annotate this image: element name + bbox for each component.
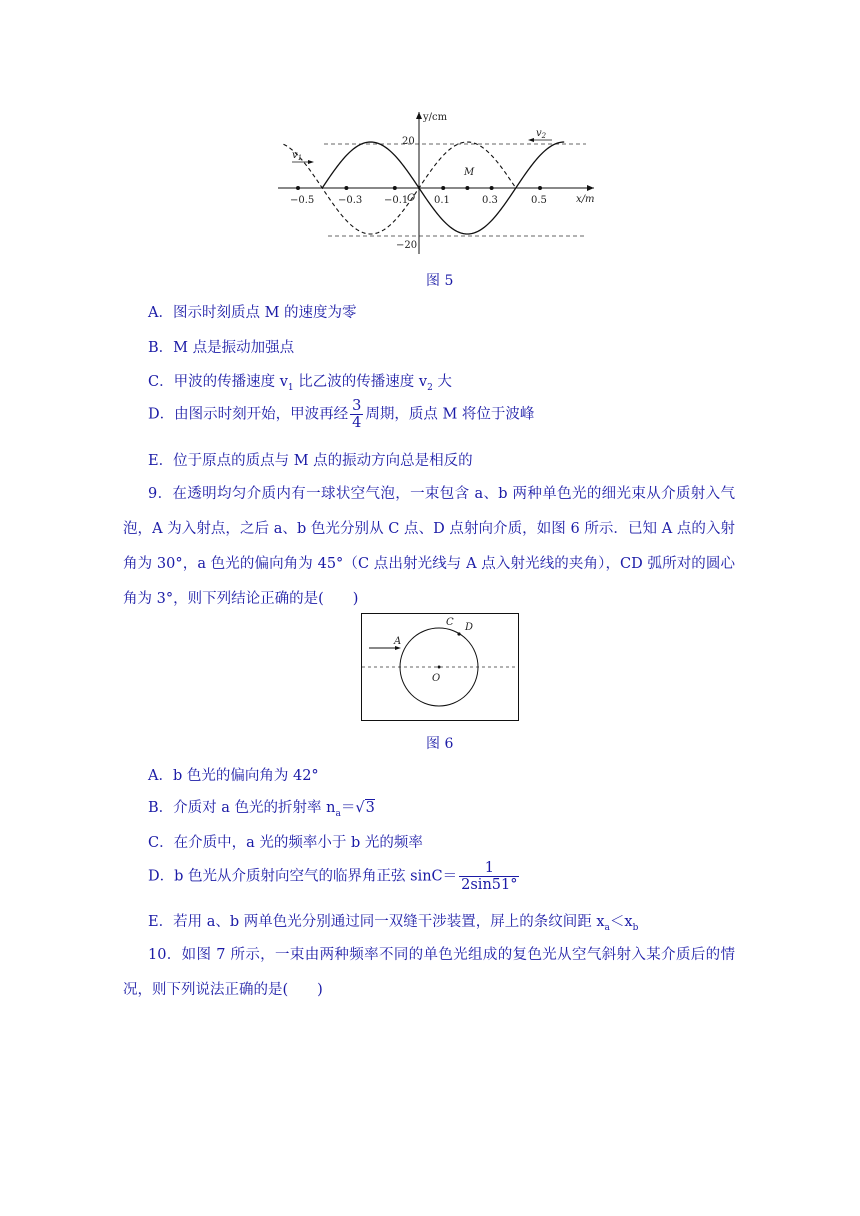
x-tick-minus-0-5: −0.5 — [290, 195, 315, 206]
figure-5-wave-graph — [276, 108, 606, 258]
fig6-label-c: C — [446, 617, 454, 628]
axis-dot-6 — [538, 186, 542, 190]
q8-option-b: B．M 点是振动加强点 — [148, 340, 295, 356]
axis-dot-5 — [490, 186, 494, 190]
v1-label: $v_1$ — [292, 150, 303, 162]
origin-label: O — [407, 193, 416, 204]
figure-6-caption: 图 6 — [426, 736, 454, 752]
q8-option-d: D．由图示时刻开始，甲波再经 $\frac{3}{4}$ 周期，质点 M 将位于波峰 — [148, 398, 535, 431]
fig6-label-o: O — [432, 673, 441, 684]
axis-dot-1 — [344, 186, 348, 190]
q10-stem: 10．如图 7 所示，一束由两种频率不同的单色光组成的复色光从空气斜射入某介质后的情况，则下列说法正确的是( ) — [123, 947, 735, 998]
y-tick-minus-20: −20 — [396, 240, 418, 251]
x-tick-0-1: 0.1 — [434, 195, 450, 206]
x-tick-0-3: 0.3 — [482, 195, 498, 206]
point-m-label: M — [464, 167, 475, 178]
x-tick-minus-0-3: −0.3 — [338, 195, 363, 206]
y-axis-label: y/cm — [423, 112, 448, 123]
fig6-label-d: D — [465, 622, 474, 633]
q9-option-a: A．b 色光的偏向角为 42° — [148, 768, 319, 784]
figure-5-caption: 图 5 — [426, 273, 454, 289]
axis-dot-4 — [465, 186, 469, 190]
fig6-label-a: A — [394, 636, 402, 647]
x-axis-label: x/m — [576, 194, 595, 205]
q8-option-c: C．甲波的传播速度 $v_1$ 比乙波的传播速度 $v_2$ 大 — [148, 374, 452, 393]
q9-option-e: E．若用 a、b 两单色光分别通过同一双缝干涉装置，屏上的条纹间距 $x_a<x_b$ — [148, 914, 639, 933]
q8-option-a: A．图示时刻质点 M 的速度为零 — [148, 305, 357, 321]
axis-dot-0 — [296, 186, 300, 190]
q9-option-c: C．在介质中，a 光的频率小于 b 光的频率 — [148, 835, 423, 851]
x-tick-0-5: 0.5 — [531, 195, 547, 206]
q9-stem: 9．在透明均匀介质内有一球状空气泡，一束包含 a、b 两种单色光的细光束从介质射入气泡，A 为入射点，之后 a、b 色光分别从 C 点、D 点射向介质，如图 6 所示．已知 A 点的入射角为 30°，a 色光的偏向角为 45°（C 点出射光线与 A 点入射光线的夹角），CD 弧所对的圆心角为 3°，则下列结论正确的是( ) — [123, 486, 735, 607]
q9-option-b: B．介质对 a 色光的折射率 $n_a=√3$ — [148, 800, 375, 819]
q9-option-d: D．b 色光从介质射向空气的临界角正弦 sinC＝ $\frac{1}{2\sin 51^\circ}$ — [148, 860, 518, 893]
v2-label: $v_2$ — [536, 128, 547, 140]
axis-dot-2 — [393, 186, 397, 190]
figure-6-bubble-diagram — [361, 613, 519, 721]
q8-option-e: E．位于原点的质点与 M 点的振动方向总是相反的 — [148, 453, 473, 469]
axis-dot-3 — [441, 186, 445, 190]
y-tick-20: 20 — [402, 136, 415, 147]
x-tick-minus-0-1: −0.1 — [384, 195, 409, 206]
